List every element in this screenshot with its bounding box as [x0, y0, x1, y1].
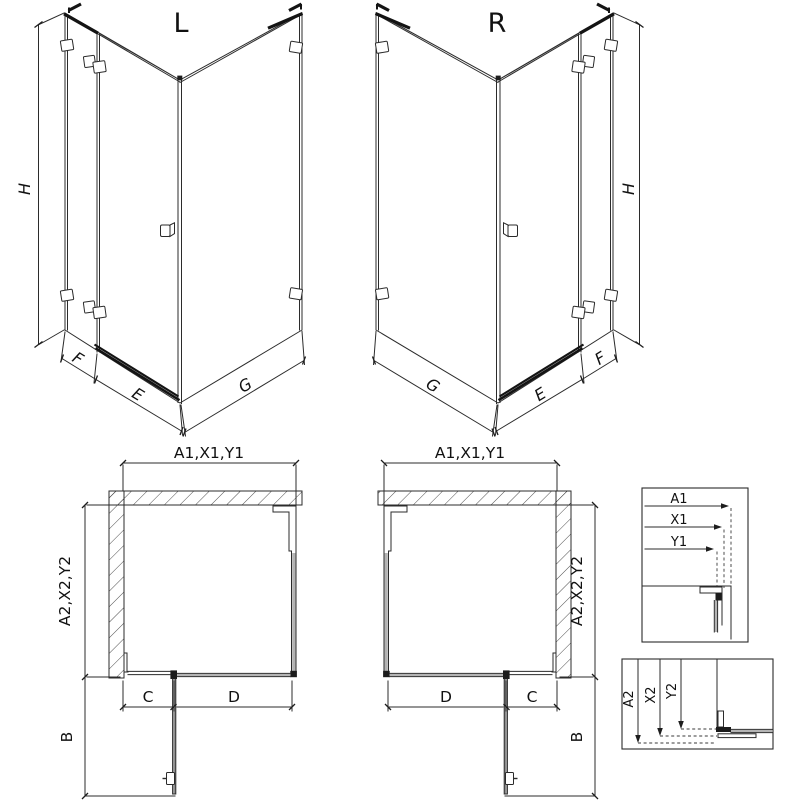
dim-label-height-left: H	[15, 182, 34, 196]
plan-left-fixed-label: C	[142, 688, 154, 706]
dim-label-door-left: E	[128, 383, 148, 406]
plan-right-door-label: D	[440, 688, 452, 706]
detail-box-width-border	[642, 488, 748, 642]
wall-hatch-top-right-plan	[378, 491, 571, 505]
plan-right-depth-label: A2,X2,Y2	[568, 555, 586, 627]
dim-label-door-right: E	[530, 383, 550, 406]
iso-view-right	[373, 4, 644, 437]
detail-width-inner-label: Y1	[670, 535, 688, 550]
dim-label-height-right: H	[619, 182, 638, 196]
iso-right-geometry	[373, 4, 644, 437]
detail-depth-outer-label: A2	[622, 690, 637, 708]
plan-right-swing-label: B	[568, 731, 586, 743]
detail-box-width	[642, 488, 748, 642]
plan-left-depth-label: A2,X2,Y2	[56, 555, 74, 627]
dim-label-side-left: G	[234, 373, 256, 397]
plan-right-fixed-label: C	[526, 688, 538, 706]
plan-left-width-label: A1,X1,Y1	[173, 444, 245, 462]
plan-right-width-label: A1,X1,Y1	[434, 444, 506, 462]
detail-depth-middle-label: X2	[644, 686, 659, 704]
iso-view-left	[15, 4, 306, 437]
plan-view-right	[378, 444, 598, 799]
dim-label-fixed-left: F	[68, 347, 87, 369]
detail-box-depth	[622, 659, 773, 749]
iso-left-geometry	[35, 4, 306, 437]
detail-depth-inner-label: Y2	[665, 682, 680, 700]
dim-label-fixed-right: F	[591, 347, 610, 369]
plan-left-door-label: D	[228, 688, 240, 706]
plan-left-swing-label: B	[58, 731, 76, 743]
detail-width-outer-label: A1	[670, 492, 688, 507]
wall-hatch-side-left-plan	[109, 491, 124, 678]
plan-view-left	[56, 444, 302, 799]
detail-width-middle-label: X1	[670, 513, 688, 528]
iso-left-title: L	[173, 8, 189, 39]
iso-right-title: R	[487, 8, 507, 39]
dim-label-side-right: G	[422, 373, 444, 397]
wall-hatch-top-left-plan	[109, 491, 302, 505]
